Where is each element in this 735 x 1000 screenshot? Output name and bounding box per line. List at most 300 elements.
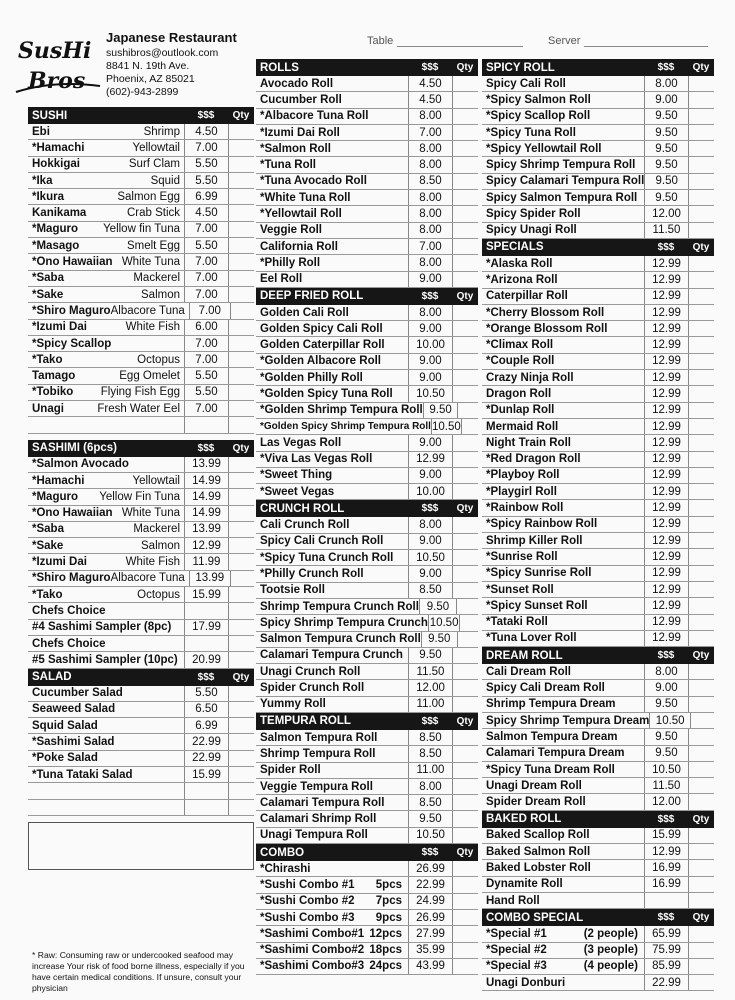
menu-item-name: Shrimp Tempura Crunch Roll <box>260 600 419 613</box>
quantity-cell[interactable] <box>688 386 714 401</box>
quantity-cell[interactable] <box>688 926 714 941</box>
menu-item-row <box>28 718 254 734</box>
menu-item-row <box>28 603 254 619</box>
quantity-cell[interactable] <box>688 680 714 695</box>
quantity-cell[interactable] <box>452 943 478 958</box>
quantity-cell[interactable] <box>688 598 714 613</box>
menu-item-price: 15.99 <box>184 587 228 602</box>
quantity-cell[interactable] <box>228 401 254 416</box>
menu-item-row <box>482 746 714 762</box>
quantity-cell[interactable] <box>688 566 714 581</box>
menu-item-name: Crazy Ninja Roll <box>486 371 574 384</box>
menu-item-price: 10.50 <box>431 420 461 433</box>
quantity-cell[interactable] <box>452 223 478 238</box>
price-column-header: $$$ <box>197 110 215 121</box>
menu-item-price: 12.99 <box>644 452 688 467</box>
menu-item-name: *Golden Spicy Tuna Roll <box>260 387 393 400</box>
quantity-cell[interactable] <box>452 730 478 745</box>
menu-item-name: *Tuna Avocado Roll <box>260 175 367 188</box>
quantity-cell[interactable] <box>452 550 478 565</box>
quantity-cell[interactable] <box>452 779 478 794</box>
section-combo <box>256 844 478 975</box>
menu-item-name: Golden Caterpillar Roll <box>260 339 385 352</box>
menu-item-row <box>482 76 714 92</box>
quantity-cell[interactable] <box>688 828 714 843</box>
menu-item-row <box>28 385 254 401</box>
quantity-cell[interactable] <box>228 603 254 618</box>
quantity-cell[interactable] <box>228 751 254 766</box>
quantity-cell[interactable] <box>452 190 478 205</box>
menu-item-row <box>28 254 254 270</box>
menu-item-name: *Orange Blossom Roll <box>486 322 608 335</box>
menu-item-row <box>256 435 478 451</box>
quantity-cell[interactable] <box>452 321 478 336</box>
quantity-cell[interactable] <box>688 631 714 646</box>
price-column-header: $$$ <box>197 671 215 683</box>
quantity-cell[interactable] <box>688 615 714 630</box>
menu-item-name: Chefs Choice <box>32 604 106 617</box>
menu-item-row <box>482 468 714 484</box>
menu-item-name: *Ikura <box>32 190 64 203</box>
menu-item-row <box>28 303 254 319</box>
menu-item-name: *Alaska Roll <box>486 257 553 270</box>
menu-item-price: 75.99 <box>644 943 688 958</box>
quantity-cell[interactable] <box>452 828 478 843</box>
menu-item-row <box>482 598 714 614</box>
quantity-cell[interactable] <box>228 702 254 717</box>
qty-column-header: Qty <box>692 912 710 924</box>
quantity-cell[interactable] <box>452 877 478 892</box>
quantity-cell[interactable] <box>688 778 714 793</box>
quantity-cell[interactable] <box>688 76 714 91</box>
quantity-cell[interactable] <box>688 860 714 875</box>
quantity-cell[interactable] <box>228 554 254 569</box>
menu-item-name: *Spicy Tuna Dream Roll <box>486 763 615 776</box>
qty-column-header: Qty <box>456 847 474 859</box>
server-label: Server <box>548 35 581 47</box>
quantity-cell[interactable] <box>228 368 254 383</box>
menu-item-row <box>482 109 714 125</box>
menu-item-row <box>256 321 478 337</box>
section-header <box>482 811 714 828</box>
menu-item-name: *Hamachi <box>32 474 85 487</box>
menu-item-price: 22.99 <box>184 734 228 749</box>
menu-item-row <box>256 452 478 468</box>
quantity-cell[interactable] <box>690 713 714 728</box>
sushi-bros-logo <box>14 30 102 100</box>
quantity-cell[interactable] <box>228 620 254 635</box>
menu-item-name: Dragon Roll <box>486 387 552 400</box>
menu-item-row <box>28 783 254 799</box>
quantity-cell[interactable] <box>452 795 478 810</box>
menu-item-name: *Sashimi Combo#3 <box>260 960 365 973</box>
menu-item-name: *Tuna Roll <box>260 159 317 172</box>
menu-item-price: 8.00 <box>644 76 688 91</box>
section-spicy <box>482 59 714 239</box>
quantity-cell[interactable] <box>228 718 254 733</box>
menu-item-description: Flying Fish Egg <box>100 386 180 399</box>
menu-item-name: *Poke Salad <box>32 752 98 765</box>
quantity-cell[interactable] <box>452 583 478 598</box>
quantity-cell[interactable] <box>228 352 254 367</box>
menu-item-row <box>256 223 478 239</box>
quantity-cell[interactable] <box>228 636 254 651</box>
table-field[interactable] <box>397 46 523 47</box>
menu-item-price: 85.99 <box>644 959 688 974</box>
quantity-cell[interactable] <box>228 157 254 172</box>
menu-item-name: Calamari Shrimp Roll <box>260 813 377 826</box>
section-title: SUSHI <box>32 109 68 122</box>
quantity-cell[interactable] <box>230 571 254 586</box>
quantity-cell[interactable] <box>688 697 714 712</box>
quantity-cell[interactable] <box>452 370 478 385</box>
quantity-cell[interactable] <box>452 910 478 925</box>
quantity-cell[interactable] <box>457 403 478 418</box>
menu-item-price: 43.99 <box>408 959 452 974</box>
quantity-cell[interactable] <box>228 385 254 400</box>
menu-item-description: Crab Stick <box>126 207 180 220</box>
quantity-cell[interactable] <box>452 255 478 270</box>
quantity-cell[interactable] <box>228 506 254 521</box>
quantity-cell[interactable] <box>452 305 478 320</box>
quantity-cell[interactable] <box>452 435 478 450</box>
quantity-cell[interactable] <box>688 844 714 859</box>
quantity-cell[interactable] <box>230 303 254 318</box>
quantity-cell[interactable] <box>688 943 714 958</box>
section-title: SALAD <box>32 671 72 683</box>
quantity-cell[interactable] <box>228 800 254 815</box>
menu-item-name: *Special #3 <box>486 960 547 973</box>
menu-item-price: 4.50 <box>408 76 452 91</box>
quantity-cell[interactable] <box>688 206 714 221</box>
menu-item-price: 9.00 <box>408 272 452 287</box>
menu-item-row <box>256 76 478 92</box>
menu-item-name: *Ono Hawaiian <box>32 507 113 520</box>
quantity-cell[interactable] <box>228 189 254 204</box>
menu-item-row <box>482 959 714 975</box>
menu-item-price: 9.50 <box>419 599 456 614</box>
menu-item-description: Salmon <box>141 539 180 552</box>
quantity-cell[interactable] <box>688 256 714 271</box>
menu-item-row <box>256 615 478 631</box>
quantity-cell[interactable] <box>452 959 478 974</box>
qty-column-header: Qty <box>456 62 474 73</box>
quantity-cell[interactable] <box>688 893 714 908</box>
menu-item-price: 12.99 <box>644 598 688 613</box>
menu-item-row <box>256 894 478 910</box>
menu-item-description: Albacore Tuna <box>110 304 185 317</box>
menu-item-price: 9.50 <box>644 190 688 205</box>
menu-item-name: *Spicy Salmon Roll <box>486 93 591 106</box>
quantity-cell[interactable] <box>452 354 478 369</box>
menu-item-row <box>256 206 478 222</box>
menu-item-name: Spider Dream Roll <box>486 796 586 809</box>
quantity-cell[interactable] <box>461 419 478 434</box>
menu-item-description: Albacore Tuna <box>110 572 185 585</box>
menu-item-price: 8.00 <box>408 190 452 205</box>
quantity-cell[interactable] <box>228 734 254 749</box>
quantity-cell[interactable] <box>688 321 714 336</box>
quantity-cell[interactable] <box>452 337 478 352</box>
menu-item-row <box>482 517 714 533</box>
quantity-cell[interactable] <box>228 205 254 220</box>
menu-item-row <box>482 549 714 565</box>
quantity-cell[interactable] <box>688 157 714 172</box>
quantity-cell[interactable] <box>688 877 714 892</box>
quantity-cell[interactable] <box>688 582 714 597</box>
menu-item-name: Unagi Donburi <box>486 976 566 989</box>
menu-item-description: Yellow Fin Tuna <box>99 490 180 503</box>
quantity-cell[interactable] <box>452 746 478 761</box>
quantity-cell[interactable] <box>688 190 714 205</box>
menu-item-price: 9.50 <box>644 174 688 189</box>
quantity-cell[interactable] <box>688 517 714 532</box>
menu-item-price: 16.99 <box>644 877 688 892</box>
menu-item-name: *Playgirl Roll <box>486 485 557 498</box>
quantity-cell[interactable] <box>688 305 714 320</box>
price-column-header: $$$ <box>657 912 675 924</box>
menu-item-price: 10.50 <box>408 386 452 401</box>
quantity-cell[interactable] <box>228 783 254 798</box>
quantity-cell[interactable] <box>688 435 714 450</box>
quantity-cell[interactable] <box>688 419 714 434</box>
middle-column <box>256 59 478 975</box>
menu-item-name: *Albacore Tuna Roll <box>260 110 369 123</box>
menu-item-price: 6.00 <box>184 320 228 335</box>
quantity-cell[interactable] <box>688 794 714 809</box>
menu-item-row <box>28 157 254 173</box>
menu-item-name: *Golden Shrimp Tempura Roll <box>260 404 423 417</box>
quantity-cell[interactable] <box>688 109 714 124</box>
menu-item-row <box>256 305 478 321</box>
quantity-cell[interactable] <box>452 76 478 91</box>
quantity-cell[interactable] <box>452 894 478 909</box>
menu-item-price: 7.00 <box>184 401 228 416</box>
quantity-cell[interactable] <box>688 289 714 304</box>
price-column-header: $$$ <box>421 847 439 859</box>
menu-item-name: Ebi <box>32 125 50 138</box>
menu-item-price: 13.99 <box>184 457 228 472</box>
quantity-cell[interactable] <box>452 92 478 107</box>
quantity-cell[interactable] <box>688 125 714 140</box>
quantity-cell[interactable] <box>228 686 254 701</box>
quantity-cell[interactable] <box>228 489 254 504</box>
quantity-cell[interactable] <box>688 337 714 352</box>
menu-item-name: *Salmon Avocado <box>32 458 129 471</box>
quantity-cell[interactable] <box>452 534 478 549</box>
quantity-cell[interactable] <box>688 549 714 564</box>
menu-item-row <box>256 92 478 108</box>
quantity-cell[interactable] <box>452 664 478 679</box>
quantity-cell[interactable] <box>688 223 714 238</box>
quantity-cell[interactable] <box>452 648 478 663</box>
quantity-cell[interactable] <box>452 386 478 401</box>
quantity-cell[interactable] <box>452 926 478 941</box>
menu-item-row <box>28 554 254 570</box>
quantity-cell[interactable] <box>452 141 478 156</box>
menu-item-description: Yellowtail <box>132 141 180 154</box>
quantity-cell[interactable] <box>452 697 478 712</box>
quantity-cell[interactable] <box>452 272 478 287</box>
quantity-cell[interactable] <box>452 763 478 778</box>
menu-item-row <box>256 926 478 942</box>
quantity-cell[interactable] <box>688 959 714 974</box>
menu-item-price: 15.99 <box>184 767 228 782</box>
menu-item-row <box>256 632 478 648</box>
quantity-cell[interactable] <box>452 206 478 221</box>
menu-item-name: *Spicy Scallop Roll <box>486 110 591 123</box>
quantity-cell[interactable] <box>452 680 478 695</box>
menu-item-price: 8.00 <box>408 305 452 320</box>
quantity-cell[interactable] <box>688 729 714 744</box>
menu-item-row <box>256 337 478 353</box>
quantity-cell[interactable] <box>688 484 714 499</box>
price-column-header: $$$ <box>657 650 675 662</box>
quantity-cell[interactable] <box>452 566 478 581</box>
quantity-cell[interactable] <box>228 271 254 286</box>
quantity-cell[interactable] <box>688 92 714 107</box>
quantity-cell[interactable] <box>228 587 254 602</box>
quantity-cell[interactable] <box>228 320 254 335</box>
menu-item-row <box>482 206 714 222</box>
menu-item-price: 12.99 <box>184 538 228 553</box>
menu-item-row <box>482 403 714 419</box>
price-column-header: $$$ <box>421 715 439 727</box>
menu-item-row <box>256 583 478 599</box>
menu-item-row <box>28 751 254 767</box>
menu-item-name: *Shiro Maguro <box>32 572 111 585</box>
quantity-cell[interactable] <box>228 538 254 553</box>
server-field[interactable] <box>584 46 708 47</box>
quantity-cell[interactable] <box>452 484 478 499</box>
quantity-cell[interactable] <box>228 238 254 253</box>
menu-item-name: Mermaid Roll <box>486 420 559 433</box>
menu-item-row <box>482 664 714 680</box>
menu-item-price: 14.99 <box>184 506 228 521</box>
quantity-cell[interactable] <box>688 746 714 761</box>
menu-item-name: Shrimp Killer Roll <box>486 534 583 547</box>
menu-item-name: *Dunlap Roll <box>486 404 555 417</box>
menu-item-name: Spicy Unagi Roll <box>486 224 577 237</box>
menu-item-price: 9.50 <box>421 632 457 647</box>
quantity-cell[interactable] <box>228 522 254 537</box>
quantity-cell[interactable] <box>688 370 714 385</box>
menu-item-price: 16.99 <box>644 860 688 875</box>
menu-item-name: Spicy Cali Roll <box>486 77 566 90</box>
quantity-cell[interactable] <box>688 468 714 483</box>
quantity-cell[interactable] <box>688 500 714 515</box>
menu-item-description: Salmon Egg <box>117 190 180 203</box>
menu-item-price: 15.99 <box>644 828 688 843</box>
menu-item-description: Salmon <box>141 288 180 301</box>
quantity-cell[interactable] <box>452 174 478 189</box>
menu-item-price: 9.00 <box>408 468 452 483</box>
quantity-cell[interactable] <box>228 254 254 269</box>
menu-item-row <box>482 631 714 647</box>
quantity-cell[interactable] <box>228 417 254 432</box>
quantity-cell[interactable] <box>688 664 714 679</box>
quantity-cell[interactable] <box>688 272 714 287</box>
quantity-cell[interactable] <box>228 287 254 302</box>
quantity-cell[interactable] <box>452 811 478 826</box>
menu-item-name: *Spicy Tuna Crunch Roll <box>260 551 394 564</box>
quantity-cell[interactable] <box>452 468 478 483</box>
menu-item-row <box>28 368 254 384</box>
quantity-cell[interactable] <box>228 173 254 188</box>
quantity-cell[interactable] <box>452 861 478 876</box>
menu-item-description: Octopus <box>137 353 180 366</box>
menu-item-name: Cali Dream Roll <box>486 665 571 678</box>
menu-item-name: *Special #1 <box>486 927 547 940</box>
quantity-cell[interactable] <box>228 222 254 237</box>
menu-item-price: 9.00 <box>408 370 452 385</box>
menu-item-row <box>256 943 478 959</box>
quantity-cell[interactable] <box>228 767 254 782</box>
quantity-cell[interactable] <box>688 141 714 156</box>
table-label: Table <box>367 35 394 47</box>
menu-item-price: 12.99 <box>644 517 688 532</box>
quantity-cell[interactable] <box>228 652 254 667</box>
quantity-cell[interactable] <box>452 109 478 124</box>
quantity-cell[interactable] <box>688 354 714 369</box>
menu-item-price: 14.99 <box>184 473 228 488</box>
quantity-cell[interactable] <box>228 124 254 139</box>
quantity-cell[interactable] <box>452 157 478 172</box>
quantity-cell[interactable] <box>228 457 254 472</box>
menu-item-name: Calamari Tempura Crunch <box>260 649 403 662</box>
section-header <box>28 107 254 124</box>
menu-item-name: Kanikama <box>32 207 87 220</box>
email: sushibros@outlook.com <box>106 47 219 59</box>
menu-item-description: White Tuna <box>121 507 180 520</box>
section-title: SASHIMI (6pcs) <box>32 442 117 455</box>
quantity-cell[interactable] <box>452 452 478 467</box>
menu-item-price: 10.50 <box>408 828 452 843</box>
menu-item-name: Veggie Roll <box>260 224 322 237</box>
quantity-cell[interactable] <box>228 336 254 351</box>
menu-item-price: 6.99 <box>184 189 228 204</box>
menu-item-price: 5.50 <box>184 368 228 383</box>
quantity-cell[interactable] <box>688 452 714 467</box>
quantity-cell[interactable] <box>228 140 254 155</box>
menu-item-price: 12.99 <box>644 500 688 515</box>
menu-item-price: 8.00 <box>408 141 452 156</box>
quantity-cell[interactable] <box>457 632 478 647</box>
quantity-cell[interactable] <box>456 599 478 614</box>
quantity-cell[interactable] <box>228 473 254 488</box>
quantity-cell[interactable] <box>688 975 714 990</box>
quantity-cell[interactable] <box>688 403 714 418</box>
quantity-cell[interactable] <box>688 174 714 189</box>
menu-item-price: 7.00 <box>408 125 452 140</box>
quantity-cell[interactable] <box>452 517 478 532</box>
menu-item-row <box>28 587 254 603</box>
quantity-cell[interactable] <box>688 762 714 777</box>
menu-item-row <box>256 517 478 533</box>
notes-box[interactable] <box>28 822 254 870</box>
section-title: DEEP FRIED ROLL <box>260 290 364 303</box>
menu-item-name: Tamago <box>32 370 76 383</box>
quantity-cell[interactable] <box>452 125 478 140</box>
menu-item-price: 10.50 <box>408 550 452 565</box>
menu-item-row <box>482 354 714 370</box>
quantity-cell[interactable] <box>688 533 714 548</box>
quantity-cell[interactable] <box>452 239 478 254</box>
section-header <box>256 288 478 305</box>
menu-item-row <box>482 190 714 206</box>
quantity-cell[interactable] <box>459 615 478 630</box>
menu-item-price: 12.99 <box>644 582 688 597</box>
